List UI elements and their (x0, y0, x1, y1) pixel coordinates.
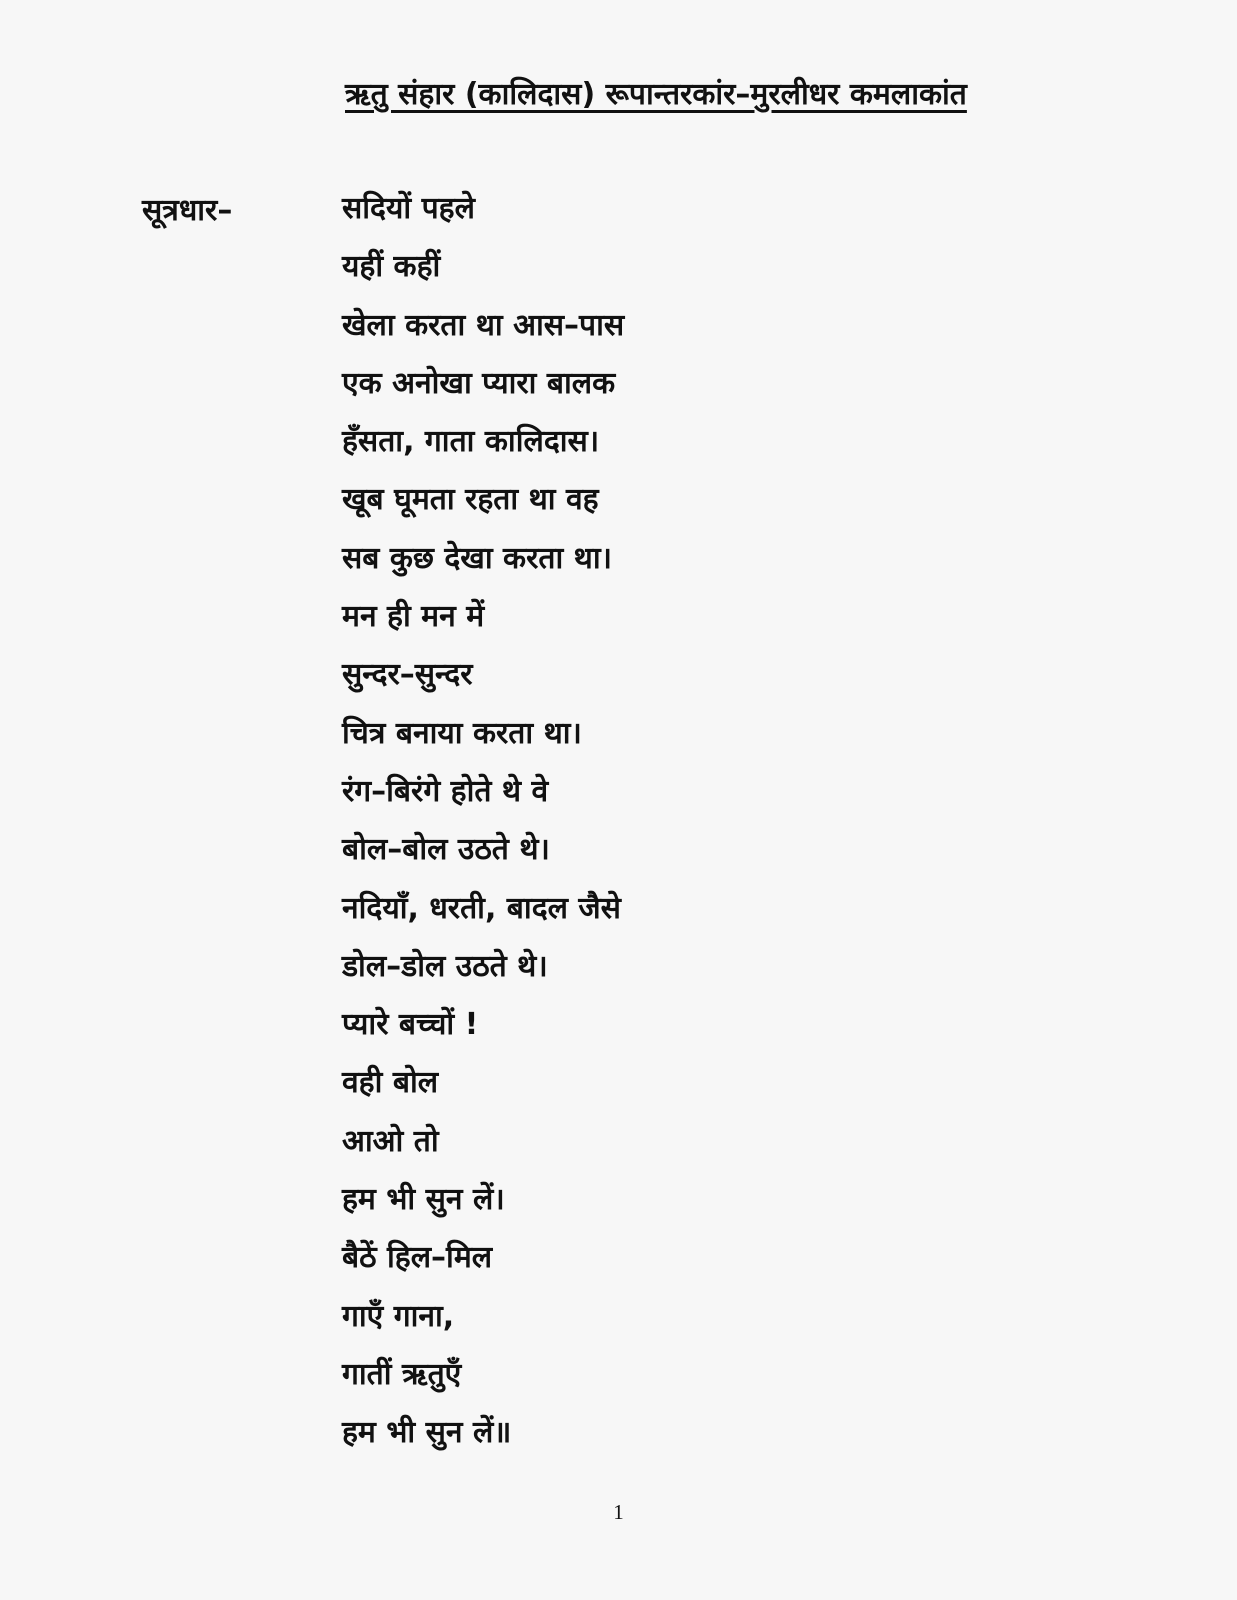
verse-line: यहीं कहीं (342, 249, 441, 285)
verse-line: बैठें हिल–मिल (342, 1240, 493, 1276)
verse-line: एक अनोखा प्यारा बालक (342, 365, 616, 401)
verse-line: सुन्दर–सुन्दर (342, 657, 473, 693)
verse-line: हँसता, गाता कालिदास। (342, 424, 600, 460)
verse-line: नदियाँ, धरती, बादल जैसे (342, 890, 621, 926)
verse-line: डोल–डोल उठते थे। (342, 948, 548, 984)
verse-lines (342, 188, 624, 1471)
verse-line: हम भी सुन लें। (342, 1182, 505, 1218)
verse-line: वही बोल (342, 1065, 439, 1101)
verse-line: हम भी सुन लें॥ (342, 1415, 512, 1451)
verse-line: सब कुछ देखा करता था। (342, 540, 612, 576)
speaker-label: सूत्रधार– (142, 193, 233, 228)
verse-line: रंग–बिरंगे होते थे वे (342, 773, 549, 809)
verse-line: गाएँ गाना, (342, 1298, 455, 1334)
verse-line: खेला करता था आस–पास (342, 307, 625, 343)
verse-line: खूब घूमता रहता था वह (342, 482, 599, 518)
page-number: 1 (613, 1500, 624, 1524)
verse-line: आओ तो (342, 1123, 439, 1159)
verse-line: बोल–बोल उठते थे। (342, 832, 550, 868)
verse-line: सदियों पहले (342, 191, 475, 226)
verse-line: गातीं ऋतुएँ (342, 1356, 462, 1392)
page-title: ऋतु संहार (कालिदास) रूपान्तरकांर–मुरलीधर कमलाकांत (345, 77, 967, 112)
verse-line: चित्र बनाया करता था। (342, 715, 582, 751)
verse-line: प्यारे बच्चों ! (342, 1007, 479, 1043)
verse-line: मन ही मन में (342, 599, 485, 635)
